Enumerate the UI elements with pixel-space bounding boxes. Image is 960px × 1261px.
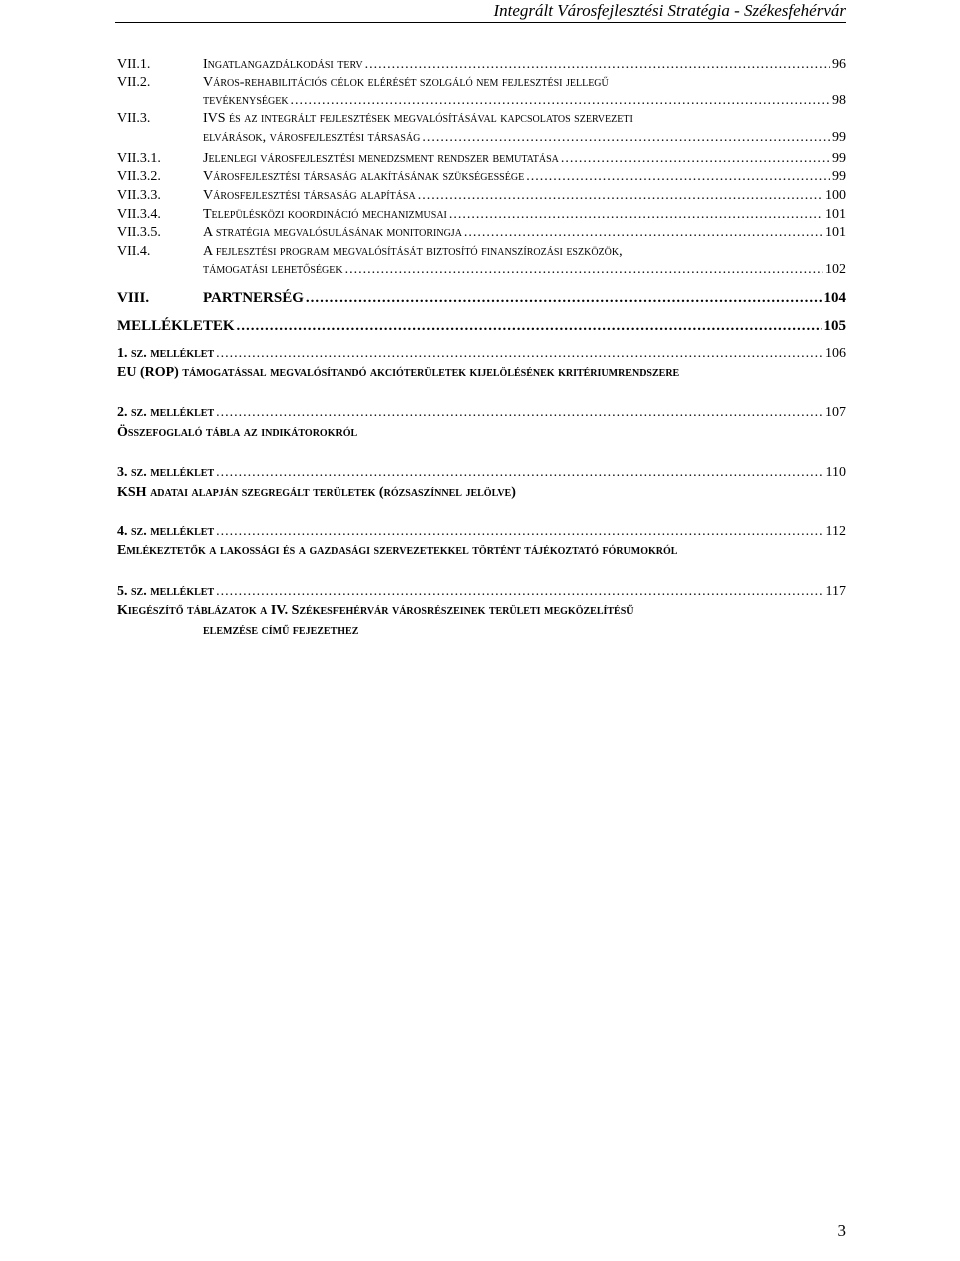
toc-title-cont: támogatási lehetőségek xyxy=(203,262,343,277)
toc-title: Jelenlegi városfejlesztési menedzsment rendszer bemutatása xyxy=(203,151,559,166)
toc-leader xyxy=(216,404,823,422)
toc-page: 106 xyxy=(825,346,846,361)
toc-title: IVS és az integrált fejlesztések megvalósításával kapcsolatos szervezeti xyxy=(203,111,633,126)
toc-page: 105 xyxy=(823,318,846,334)
toc-entry-vii-3[interactable] xyxy=(117,110,846,128)
toc-page: 112 xyxy=(825,524,846,539)
header-title: Integrált Városfejlesztési Stratégia - Székesfehérvár xyxy=(493,1,846,20)
toc-entry-vii-3-3[interactable] xyxy=(117,187,846,205)
toc-entry-vii-3-4[interactable] xyxy=(117,206,846,224)
toc-title: Városfejlesztési társaság alapítása xyxy=(203,188,416,203)
annex-description: Összefoglaló tábla az indikátorokról xyxy=(117,425,358,440)
toc-title: Ingatlangazdálkodási terv xyxy=(203,57,363,72)
toc-leader xyxy=(464,224,823,242)
toc-entry-vii-3-2[interactable] xyxy=(117,168,846,186)
page-number: 3 xyxy=(837,1221,846,1240)
toc-number: VII.3.2. xyxy=(117,169,161,184)
toc-leader xyxy=(418,187,823,205)
toc-page: 100 xyxy=(825,188,846,203)
toc-entry-vii-4-cont[interactable] xyxy=(203,261,846,279)
toc-entry-vii-2[interactable] xyxy=(117,74,846,92)
toc-title-cont: elvárások, városfejlesztési társaság xyxy=(203,130,421,145)
toc-annex-1[interactable] xyxy=(117,345,846,363)
toc-annex-4[interactable] xyxy=(117,523,846,541)
toc-annex-3-desc xyxy=(117,484,846,502)
toc-page: 104 xyxy=(823,290,846,306)
toc-title: PARTNERSÉG xyxy=(203,290,304,306)
toc-number: VII.4. xyxy=(117,244,151,259)
annex-label: 1. sz. melléklet xyxy=(117,346,215,361)
toc-annex-4-desc xyxy=(117,542,846,560)
toc-leader xyxy=(237,317,822,335)
toc-page: 98 xyxy=(832,93,846,108)
toc-entry-annexes[interactable] xyxy=(117,317,846,335)
annex-description: Emlékeztetők a lakossági és a gazdasági szervezetekkel történt tájékoztató fórumokról xyxy=(117,543,678,558)
toc-entry-vii-3-1[interactable] xyxy=(117,150,846,168)
annex-description: KSH adatai alapján szegregált területek (rózsaszínnel jelölve) xyxy=(117,485,516,500)
toc-leader xyxy=(306,289,822,307)
annex-description: Kiegészítő táblázatok a IV. Székesfehérvár városrészeinek területi megközelítésű xyxy=(117,603,634,618)
toc-leader xyxy=(365,56,830,74)
toc-number: VIII. xyxy=(117,290,150,306)
toc-page: 96 xyxy=(832,57,846,72)
toc-annex-2-desc xyxy=(117,424,846,442)
toc-title: MELLÉKLETEK xyxy=(117,318,235,334)
toc-page: 101 xyxy=(825,207,846,222)
toc-entry-vii-3-cont[interactable] xyxy=(203,129,846,147)
toc-number: VII.3. xyxy=(117,111,151,126)
toc-leader xyxy=(216,583,823,601)
toc-entry-vii-4[interactable] xyxy=(117,243,846,261)
toc-leader xyxy=(291,92,830,110)
annex-description: EU (ROP) támogatással megvalósítandó akcióterületek kijelölésének kritériumrendszere xyxy=(117,365,680,380)
annex-label: 4. sz. melléklet xyxy=(117,524,215,539)
toc-leader xyxy=(345,261,823,279)
toc-annex-5[interactable] xyxy=(117,583,846,601)
toc-leader xyxy=(216,523,823,541)
toc-entry-vii-2-cont[interactable] xyxy=(203,92,846,110)
toc-leader xyxy=(422,129,830,147)
toc-number: VII.3.4. xyxy=(117,207,161,222)
toc-leader xyxy=(561,150,830,168)
toc-entry-vii-1[interactable] xyxy=(117,56,846,74)
toc-page: 102 xyxy=(825,262,846,277)
toc-page: 99 xyxy=(832,169,846,184)
toc-leader xyxy=(216,464,823,482)
toc-annex-3[interactable] xyxy=(117,464,846,482)
toc-page: 107 xyxy=(825,405,846,420)
toc-page: 99 xyxy=(832,151,846,166)
annex-description-cont: elemzése című fejezethez xyxy=(203,623,359,638)
toc-page: 101 xyxy=(825,225,846,240)
toc-title: Városfejlesztési társaság alakításának szükségessége xyxy=(203,169,525,184)
annex-label: 3. sz. melléklet xyxy=(117,465,215,480)
toc-leader xyxy=(216,345,823,363)
toc-page: 117 xyxy=(825,584,846,599)
annex-label: 5. sz. melléklet xyxy=(117,584,215,599)
toc-number: VII.3.3. xyxy=(117,188,161,203)
toc-title-cont: tevékenységek xyxy=(203,93,289,108)
toc-number: VII.3.1. xyxy=(117,151,161,166)
toc-title: Településközi koordináció mechanizmusai xyxy=(203,207,447,222)
toc-annex-5-desc-cont xyxy=(203,622,846,640)
toc-leader xyxy=(526,168,830,186)
toc-annex-1-desc xyxy=(117,364,846,382)
toc-annex-5-desc xyxy=(117,602,846,620)
toc-page: 99 xyxy=(832,130,846,145)
toc-number: VII.3.5. xyxy=(117,225,161,240)
toc-entry-viii[interactable] xyxy=(117,289,846,307)
toc-number: VII.2. xyxy=(117,75,151,90)
toc-leader xyxy=(449,206,823,224)
toc-page: 110 xyxy=(825,465,846,480)
toc-entry-vii-3-5[interactable] xyxy=(117,224,846,242)
toc-annex-2[interactable] xyxy=(117,404,846,422)
toc-title: A fejlesztési program megvalósítását biztosító finanszírozási eszközök, xyxy=(203,244,623,259)
toc-number: VII.1. xyxy=(117,57,151,72)
toc-title: A stratégia megvalósulásának monitoringja xyxy=(203,225,462,240)
toc-title: Város-rehabilitációs célok elérését szolgáló nem fejlesztési jellegű xyxy=(203,75,609,90)
annex-label: 2. sz. melléklet xyxy=(117,405,215,420)
